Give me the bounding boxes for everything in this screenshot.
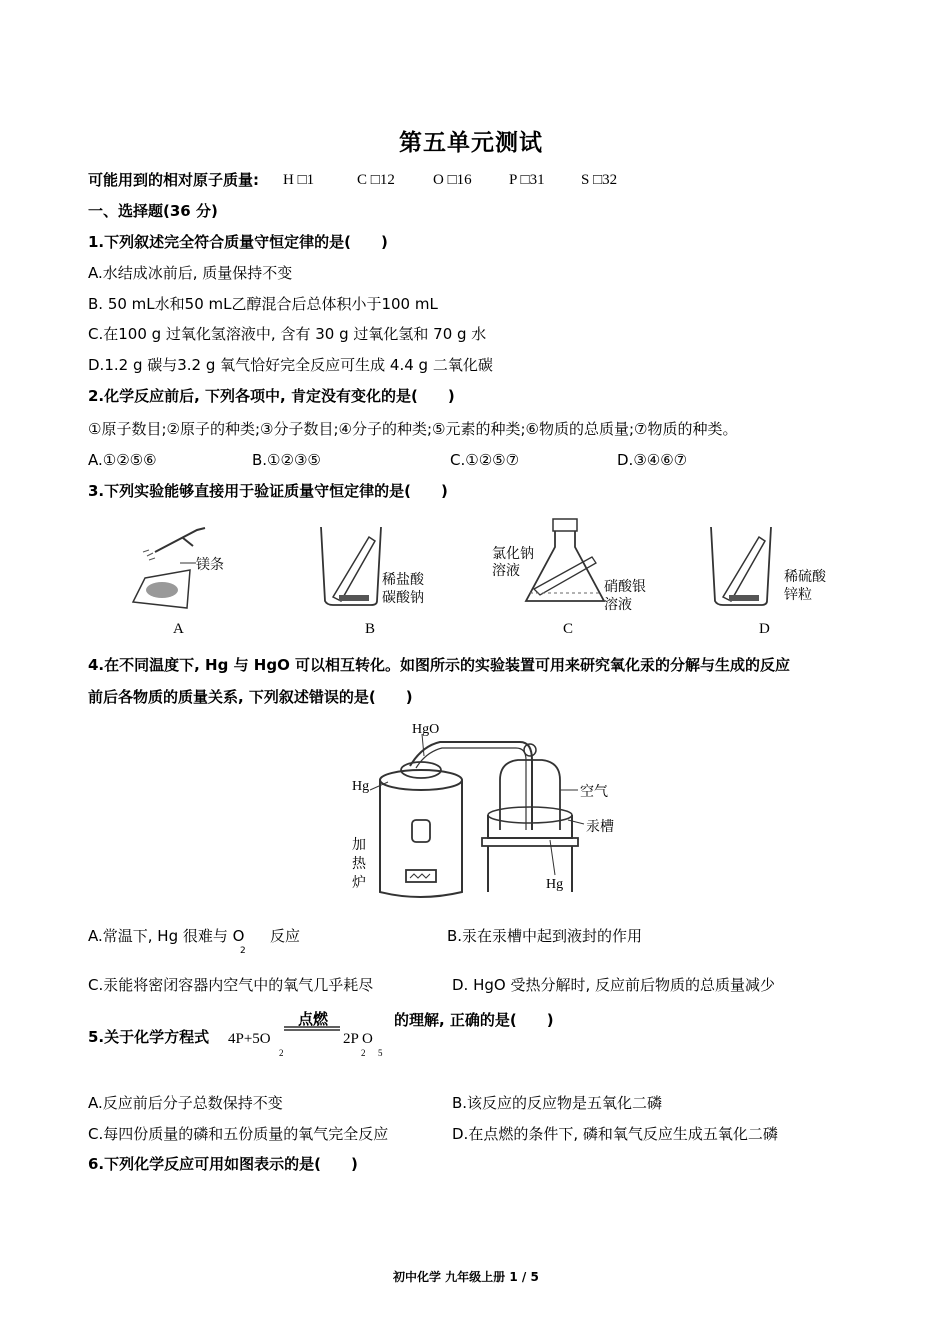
figure-d-beaker (705, 523, 775, 608)
q2-option-d: D.③④⑥⑦ (617, 451, 688, 469)
q5-stem: 5.关于化学方程式 (88, 1028, 210, 1046)
q3-stem: 3.下列实验能够直接用于验证质量守恒定律的是( ) (88, 482, 448, 500)
q5-option-b: B.该反应的反应物是五氧化二磷 (452, 1094, 663, 1112)
page-footer: 初中化学 九年级上册 1 / 5 (393, 1270, 539, 1284)
figure-caption-a: A (173, 621, 184, 637)
page-title: 第五单元测试 (399, 130, 543, 156)
figure-b-label-1: 稀盐酸 (382, 572, 424, 588)
figure-d-label-1: 稀硫酸 (784, 569, 826, 585)
figure-label-trough: 汞槽 (586, 819, 614, 835)
figure-a-label: 镁条 (196, 557, 224, 573)
q5-option-d: D.在点燃的条件下, 磷和氧气反应生成五氧化二磷 (452, 1125, 778, 1143)
q5-product-subscript-5: 5 (378, 1048, 383, 1058)
q1-option-a: A.水结成冰前后, 质量保持不变 (88, 264, 293, 282)
figure-b-label-2: 碳酸钠 (382, 590, 424, 606)
q2-option-a: A.①②⑤⑥ (88, 451, 157, 469)
q4-stem-line-1: 4.在不同温度下, Hg 与 HgO 可以相互转化。如图所示的实验装置可用来研究氧化汞的分解与生成的反应 (88, 656, 791, 674)
figure-c-label-2: 溶液 (492, 563, 520, 579)
figure-c-label-1: 氯化钠 (492, 546, 534, 562)
figure-b-beaker (315, 523, 385, 608)
atomic-mass-c: C □12 (357, 172, 395, 188)
q5-option-c: C.每四份质量的磷和五份质量的氧气完全反应 (88, 1125, 389, 1143)
atomic-mass-p: P □31 (509, 172, 545, 188)
figure-label-hg-bottom: Hg (546, 877, 564, 892)
figure-label-furnace-3: 炉 (352, 875, 366, 891)
q5-option-a: A.反应前后分子总数保持不变 (88, 1094, 283, 1112)
q5-condition: 点燃 (298, 1010, 329, 1028)
q5-product: 2P O (343, 1031, 373, 1047)
q2-option-c: C.①②⑤⑦ (450, 451, 520, 469)
q5-stem-tail: 的理解, 正确的是( ) (394, 1011, 554, 1029)
atomic-mass-label: 可能用到的相对原子质量: (88, 171, 259, 189)
section-heading: 一、选择题(36 分) (88, 202, 218, 220)
q2-stem: 2.化学反应前后, 下列各项中, 肯定没有变化的是( ) (88, 387, 455, 405)
q4-option-a: A.常温下, Hg 很难与 O (88, 927, 245, 945)
q6-stem: 6.下列化学反应可用如图表示的是( ) (88, 1155, 358, 1173)
q2-option-b: B.①②③⑤ (252, 451, 321, 469)
q4-option-b: B.汞在汞槽中起到液封的作用 (447, 927, 643, 945)
figure-caption-b: B (365, 621, 376, 637)
q5-reactants: 4P+5O (228, 1031, 271, 1047)
atomic-mass-s: S □32 (581, 172, 618, 188)
figure-label-hgo: HgO (412, 722, 440, 737)
atomic-mass-o: O □16 (433, 172, 472, 188)
figure-caption-c: C (563, 621, 574, 637)
figure-label-furnace-1: 加 (352, 837, 366, 853)
figure-mercury-apparatus (350, 720, 620, 905)
q1-option-d: D.1.2 g 碳与3.2 g 氧气恰好完全反应可生成 4.4 g 二氧化碳 (88, 356, 493, 374)
q4-option-a-subscript: 2 (240, 946, 246, 956)
q4-option-c: C.汞能将密闭容器内空气中的氧气几乎耗尽 (88, 976, 374, 994)
q5-reactant-subscript: 2 (279, 1048, 284, 1058)
q1-option-b: B. 50 mL水和50 mL乙醇混合后总体积小于100 mL (88, 295, 438, 313)
q4-option-a-tail: 反应 (270, 927, 301, 945)
figure-label-air: 空气 (580, 784, 608, 800)
q1-stem: 1.下列叙述完全符合质量守恒定律的是( ) (88, 233, 388, 251)
q4-stem-line-2: 前后各物质的质量关系, 下列叙述错误的是( ) (88, 688, 413, 706)
figure-c-label-4: 溶液 (604, 597, 632, 613)
atomic-mass-h: H □1 (283, 172, 315, 188)
figure-label-furnace-2: 热 (352, 856, 366, 872)
q1-option-c: C.在100 g 过氧化氢溶液中, 含有 30 g 过氧化氢和 70 g 水 (88, 325, 487, 343)
q4-option-d: D. HgO 受热分解时, 反应前后物质的总质量减少 (452, 976, 775, 994)
figure-d-label-2: 锌粒 (784, 587, 812, 603)
q5-equals-sign (284, 1026, 340, 1032)
figure-label-hg-left: Hg (352, 779, 370, 794)
figure-caption-d: D (759, 621, 770, 637)
q5-product-subscript-2: 2 (361, 1048, 366, 1058)
figure-c-label-3: 硝酸银 (604, 579, 646, 595)
q2-items: ①原子数目;②原子的种类;③分子数目;④分子的种类;⑤元素的种类;⑥物质的总质量;⑦物质的种类。 (88, 420, 738, 438)
